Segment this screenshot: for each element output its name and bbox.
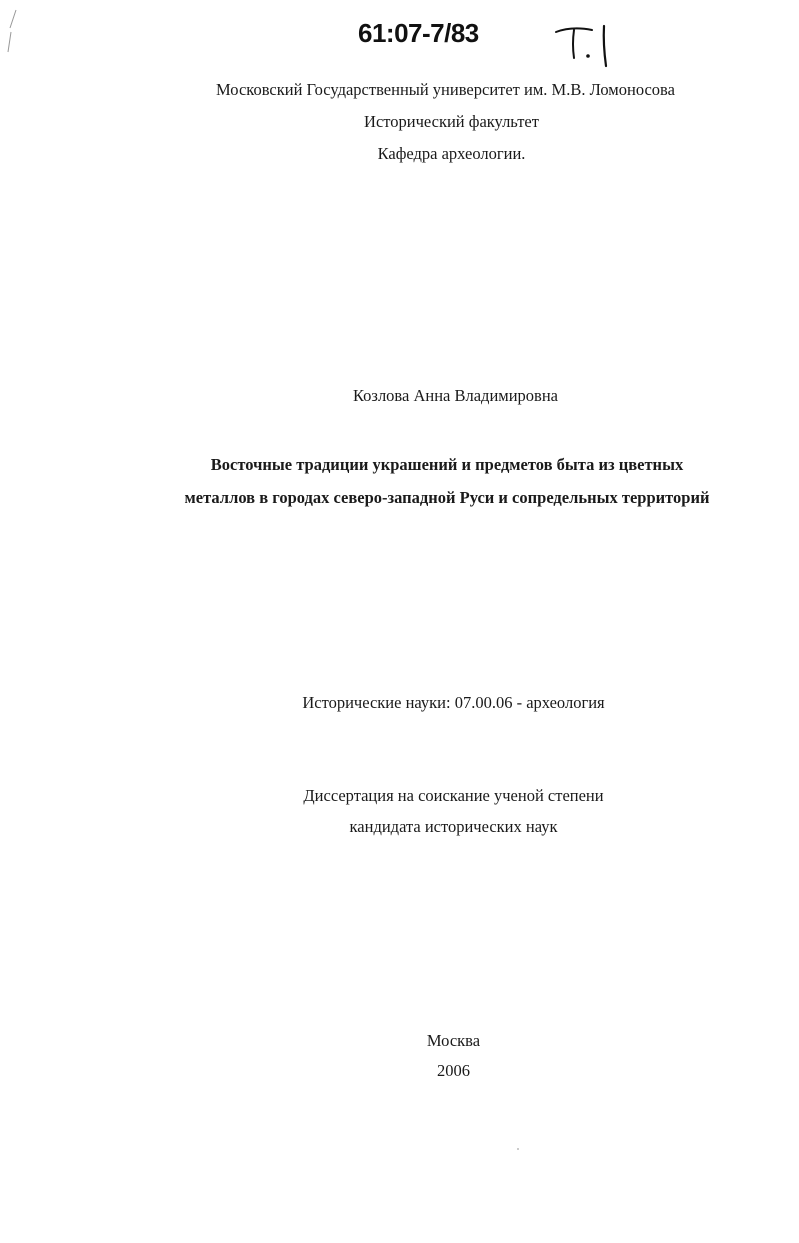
title-line-2: металлов в городах северо-западной Руси и сопредельных территорий [184, 488, 710, 507]
margin-pencil-mark [4, 8, 20, 56]
city: Москва [426, 1031, 481, 1050]
dissertation-title [150, 448, 744, 514]
degree-line-1: Диссертация на соискание ученой степени [303, 786, 604, 805]
year: 2006 [437, 1061, 470, 1080]
author-name: Козлова Анна Владимировна [353, 386, 558, 405]
handwritten-volume-mark [552, 22, 622, 68]
university-name: Московский Государственный университет им. М.В. Ломоносова [216, 80, 675, 99]
faculty-name: Исторический факультет [364, 112, 539, 131]
registration-number: 61:07-7/83 [358, 18, 479, 48]
specialty: Исторические науки: 07.00.06 - археология [302, 693, 605, 712]
title-line-1: Восточные традиции украшений и предметов быта из цветных [210, 455, 684, 474]
scan-speck [517, 1148, 519, 1150]
department-name: Кафедра археологии. [377, 144, 526, 163]
degree-line-2: кандидата исторических наук [349, 817, 558, 836]
